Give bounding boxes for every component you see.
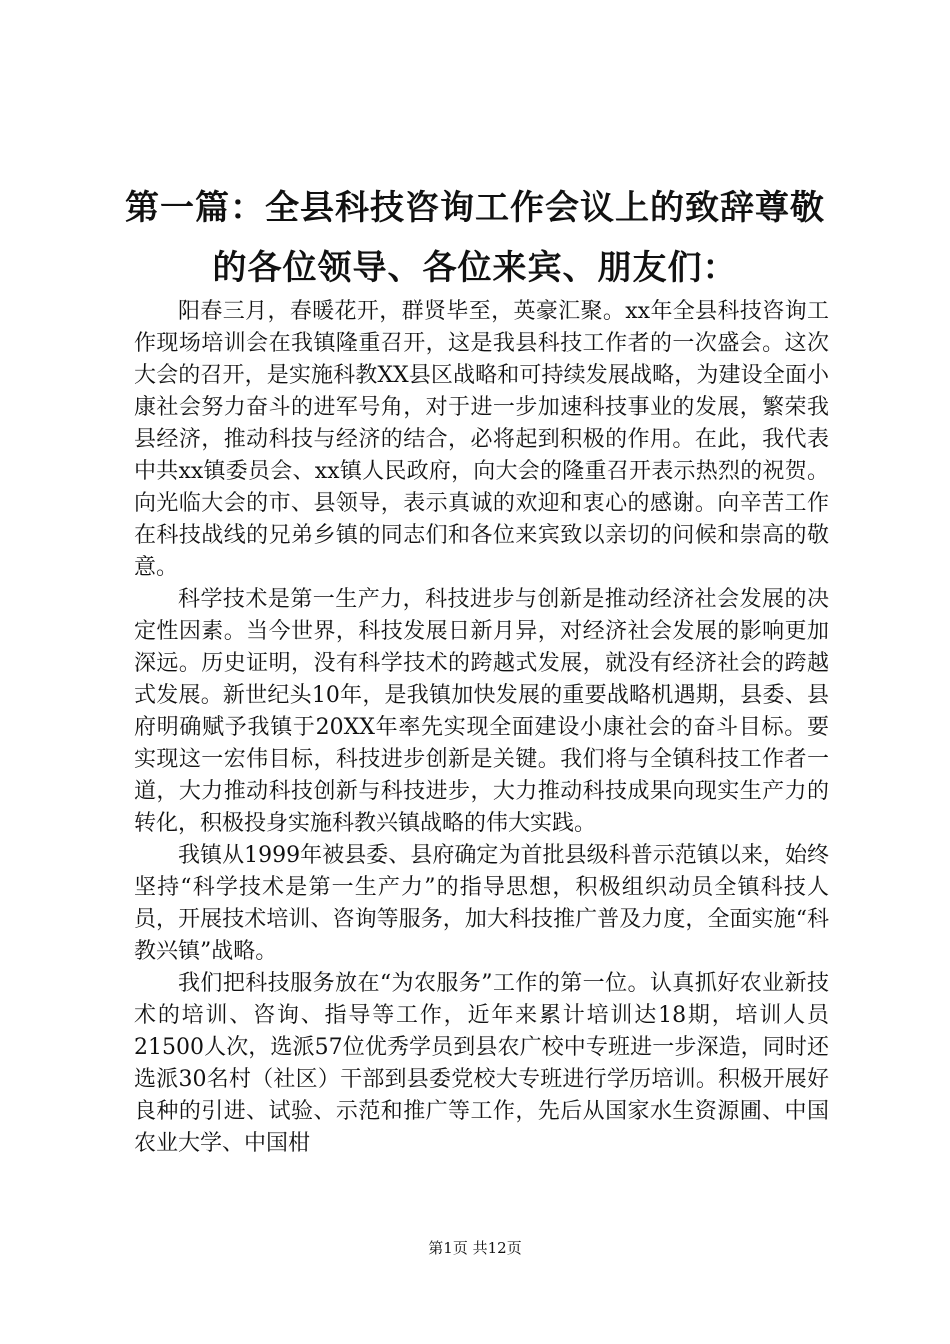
- paragraph-1: 阳春三月，春暖花开，群贤毕至，英豪汇聚。xx年全县科技咨询工作现场培训会在我镇隆重召开，这是我县科技工作者的一次盛会。这次大会的召开，是实施科教XX县区战略和可持续发展战略，为建设全面小康社会努力奋斗的进军号角，对于进一步加速科技事业的发展，繁荣我县经济，推动科技与经济的结合，必将起到积极的作用。在此，我代表中共xx镇委员会、xx镇人民政府，向大会的隆重召开表示热烈的祝贺。向光临大会的市、县领导，表示真诚的欢迎和衷心的感谢。向辛苦工作在科技战线的兄弟乡镇的同志们和各位来宾致以亲切的问候和崇高的敬意。: [134, 299, 829, 580]
- paragraph-3: 我镇从1999年被县委、县府确定为首批县级科普示范镇以来，始终坚持“科学技术是第一生产力”的指导思想，积极组织动员全镇科技人员，开展技术培训、咨询等服务，加大科技推广普及力度，全面实施“科教兴镇”战略。: [134, 843, 829, 964]
- page-footer: 第1页 共12页: [428, 1239, 522, 1257]
- paragraph-4: 我们把科技服务放在“为农服务”工作的第一位。认真抓好农业新技术的培训、咨询、指导等工作，近年来累计培训达18期，培训人员21500人次，选派57位优秀学员到县农广校中专班进一步深造，同时还选派30名村（社区）干部到县委党校大专班进行学历培训。积极开展好良种的引进、试验、示范和推广等工作，先后从国家水生资源圃、中国农业大学、中国柑: [134, 971, 829, 1156]
- document-title-line-2: 的各位领导、各位来宾、朋友们：: [212, 248, 738, 288]
- document-body: [134, 296, 829, 1160]
- paragraph-2: 科学技术是第一生产力，科技进步与创新是推动经济社会发展的决定性因素。当今世界，科技发展日新月异，对经济社会发展的影响更加深远。历史证明，没有科学技术的跨越式发展，就没有经济社会的跨越式发展。新世纪头10年，是我镇加快发展的重要战略机遇期，县委、县府明确赋予我镇于20XX年率先实现全面建设小康社会的奋斗目标。要实现这一宏伟目标，科技进步创新是关键。我们将与全镇科技工作者一道，大力推动科技创新与科技进步，大力推动科技成果向现实生产力的转化，积极投身实施科教兴镇战略的伟大实践。: [134, 587, 829, 836]
- document-title-line-1: 第一篇：全县科技咨询工作会议上的致辞尊敬: [125, 188, 825, 228]
